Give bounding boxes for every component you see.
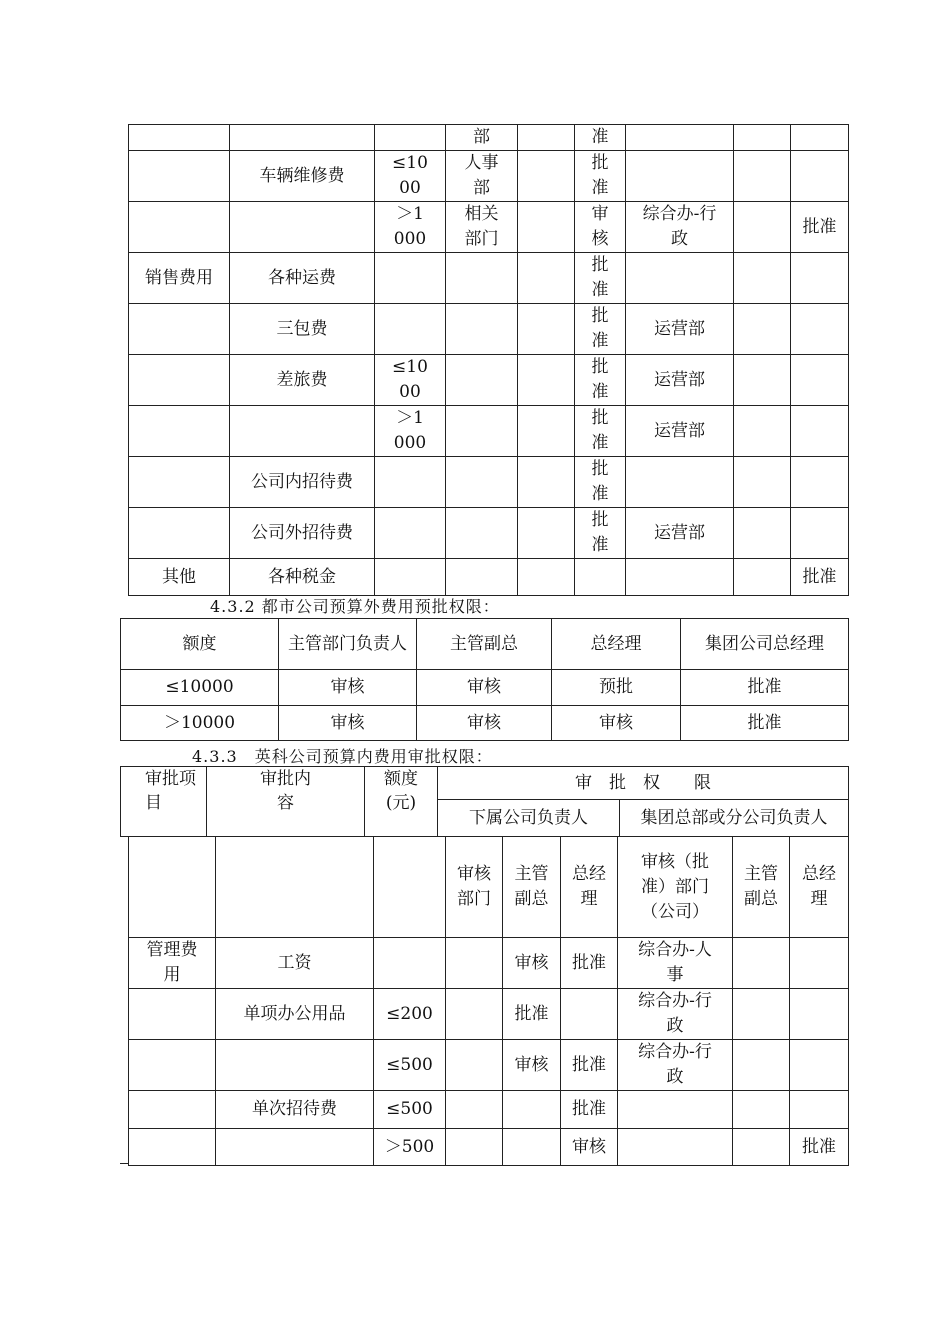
table3-row: [129, 1129, 849, 1166]
header-cell: 主管副总: [417, 619, 552, 670]
subheader-cell: 主管副总: [733, 837, 790, 938]
empty-cell: [791, 304, 849, 355]
empty-cell: [446, 989, 503, 1040]
table-cell: ＞1000: [375, 202, 446, 253]
subheader-cell: 总经理: [561, 837, 618, 938]
table-cell: ≤1000: [375, 151, 446, 202]
table3-subheader-row: [129, 837, 849, 938]
empty-cell: [129, 125, 230, 151]
table-cell: 部: [446, 125, 518, 151]
table-cell: 批准: [575, 355, 626, 406]
table-cell: 三包费: [230, 304, 375, 355]
table2-row: [121, 670, 849, 706]
subheader-cell: 审核（批准）部门（公司）: [618, 837, 733, 938]
table-cell: ＞10000: [121, 706, 279, 741]
subheader-cell: 主管副总: [503, 837, 561, 938]
table-cell: ≤1000: [375, 355, 446, 406]
approval-table-budget-external: [120, 618, 849, 741]
table-cell: ≤200: [374, 989, 446, 1040]
table1-row: [129, 253, 849, 304]
header-cell: 总经理: [552, 619, 681, 670]
header-content: 审批内容: [207, 767, 365, 837]
table-cell: 运营部: [626, 304, 734, 355]
empty-cell: [734, 125, 791, 151]
table-cell: ＞1000: [375, 406, 446, 457]
header-sub-company: 下属公司负责人: [438, 800, 620, 837]
table-cell: 审核: [552, 706, 681, 741]
header-group-hq: 集团总部或分公司负责人: [620, 800, 849, 837]
table3-body: [129, 837, 849, 1166]
header-authority: 审 批 权 限: [438, 767, 849, 800]
empty-cell: [375, 125, 446, 151]
table-cell: 运营部: [626, 355, 734, 406]
empty-cell: [374, 938, 446, 989]
empty-cell: [375, 559, 446, 596]
empty-cell: [446, 1040, 503, 1091]
empty-cell: [518, 559, 575, 596]
table-cell: 人事部: [446, 151, 518, 202]
empty-cell: [518, 151, 575, 202]
empty-cell: [129, 1040, 216, 1091]
table1-row: [129, 151, 849, 202]
table1-row: [129, 406, 849, 457]
empty-cell: [518, 125, 575, 151]
empty-cell: [446, 457, 518, 508]
empty-cell: [129, 837, 216, 938]
empty-cell: [129, 151, 230, 202]
empty-cell: [790, 989, 849, 1040]
table-cell: 批准: [681, 706, 849, 741]
empty-cell: [618, 1129, 733, 1166]
table1-row: [129, 304, 849, 355]
table3-row: [129, 1040, 849, 1091]
table-cell: 各种税金: [230, 559, 375, 596]
table-cell: 相关部门: [446, 202, 518, 253]
header-cell: 额度: [121, 619, 279, 670]
empty-cell: [626, 457, 734, 508]
empty-cell: [446, 406, 518, 457]
empty-cell: [518, 508, 575, 559]
empty-cell: [446, 938, 503, 989]
table-cell: ≤500: [374, 1040, 446, 1091]
empty-cell: [734, 355, 791, 406]
empty-cell: [216, 1129, 374, 1166]
empty-cell: [626, 125, 734, 151]
empty-cell: [618, 1091, 733, 1129]
table-cell: 各种运费: [230, 253, 375, 304]
empty-cell: [733, 1091, 790, 1129]
empty-cell: [230, 125, 375, 151]
empty-cell: [374, 837, 446, 938]
empty-cell: [375, 457, 446, 508]
section-heading-4-3-3: 4.3.3 英科公司预算内费用审批权限：: [192, 747, 493, 766]
empty-cell: [446, 355, 518, 406]
approval-table-budget-internal-header: [120, 766, 849, 837]
table-cell: 批准: [575, 457, 626, 508]
empty-cell: [129, 355, 230, 406]
table-cell: 差旅费: [230, 355, 375, 406]
empty-cell: [733, 1129, 790, 1166]
table-cell: 单项办公用品: [216, 989, 374, 1040]
empty-cell: [734, 508, 791, 559]
table-cell: 批准: [575, 151, 626, 202]
empty-cell: [129, 457, 230, 508]
table-cell: 审核: [503, 938, 561, 989]
table-cell: 批准: [681, 670, 849, 706]
table-cell: 审核: [279, 670, 417, 706]
table-cell: 批准: [575, 304, 626, 355]
table-cell: 公司内招待费: [230, 457, 375, 508]
table-cell: 销售费用: [129, 253, 230, 304]
empty-cell: [626, 559, 734, 596]
empty-cell: [790, 1091, 849, 1129]
table-cell: 批准: [503, 989, 561, 1040]
empty-cell: [129, 1091, 216, 1129]
table-cell: ≤500: [374, 1091, 446, 1129]
empty-cell: [518, 457, 575, 508]
table-cell: 综合办-人事: [618, 938, 733, 989]
empty-cell: [129, 989, 216, 1040]
table-cell: 批准: [575, 406, 626, 457]
empty-cell: [790, 938, 849, 989]
empty-cell: [446, 1129, 503, 1166]
empty-cell: [733, 989, 790, 1040]
empty-cell: [734, 202, 791, 253]
empty-cell: [575, 559, 626, 596]
table-cell: 审核: [503, 1040, 561, 1091]
header-cell: 主管部门负责人: [279, 619, 417, 670]
empty-cell: [230, 406, 375, 457]
table1-body: [129, 125, 849, 596]
table3-row: [129, 938, 849, 989]
empty-cell: [446, 253, 518, 304]
empty-cell: [518, 406, 575, 457]
table-cell: 审核: [575, 202, 626, 253]
empty-cell: [734, 253, 791, 304]
section-heading-4-3-2: 4.3.2 都市公司预算外费用预批权限：: [210, 597, 500, 616]
table-cell: 预批: [552, 670, 681, 706]
table-cell: 批准: [575, 508, 626, 559]
empty-cell: [518, 355, 575, 406]
empty-cell: [734, 406, 791, 457]
empty-cell: [518, 253, 575, 304]
table-cell: 批准: [791, 559, 849, 596]
empty-cell: [129, 304, 230, 355]
table-cell: ≤10000: [121, 670, 279, 706]
empty-cell: [216, 837, 374, 938]
empty-cell: [791, 355, 849, 406]
empty-cell: [216, 1040, 374, 1091]
empty-cell: [446, 508, 518, 559]
table-cell: 综合办-行政: [618, 989, 733, 1040]
empty-cell: [734, 151, 791, 202]
table-cell: 审核: [417, 706, 552, 741]
empty-cell: [129, 406, 230, 457]
table-cell: 审核: [279, 706, 417, 741]
table-cell: 批准: [561, 938, 618, 989]
empty-cell: [375, 304, 446, 355]
table-cell: 综合办-行政: [626, 202, 734, 253]
empty-cell: [230, 202, 375, 253]
empty-cell: [129, 508, 230, 559]
empty-cell: [733, 1040, 790, 1091]
table-cell: 批准: [791, 202, 849, 253]
empty-cell: [518, 304, 575, 355]
table-cell: 公司外招待费: [230, 508, 375, 559]
approval-table-top: [128, 124, 849, 596]
table-cell: 运营部: [626, 406, 734, 457]
header-cell: 集团公司总经理: [681, 619, 849, 670]
table-cell: 审核: [561, 1129, 618, 1166]
table1-row: [129, 202, 849, 253]
table-cell: 批准: [561, 1091, 618, 1129]
empty-cell: [791, 508, 849, 559]
empty-cell: [375, 508, 446, 559]
table-cell: 审核: [417, 670, 552, 706]
table-cell: 批准: [790, 1129, 849, 1166]
table-cell: 管理费用: [129, 938, 216, 989]
subheader-cell: 审核部门: [446, 837, 503, 938]
empty-cell: [129, 202, 230, 253]
table2-body: [121, 670, 849, 741]
table-cell: 单次招待费: [216, 1091, 374, 1129]
empty-cell: [375, 253, 446, 304]
table2-row: [121, 706, 849, 741]
empty-cell: [129, 1129, 216, 1166]
empty-cell: [791, 125, 849, 151]
empty-cell: [626, 151, 734, 202]
empty-cell: [626, 253, 734, 304]
empty-cell: [734, 559, 791, 596]
table-cell: 批准: [575, 253, 626, 304]
empty-cell: [503, 1091, 561, 1129]
table-cell: 综合办-行政: [618, 1040, 733, 1091]
table1-row: [129, 559, 849, 596]
empty-cell: [734, 457, 791, 508]
table1-row: [129, 355, 849, 406]
table-cell: 其他: [129, 559, 230, 596]
table-cell: 准: [575, 125, 626, 151]
table3-row: [129, 989, 849, 1040]
empty-cell: [446, 304, 518, 355]
table3-row: [129, 1091, 849, 1129]
table-edge-stub: [120, 1163, 128, 1164]
empty-cell: [790, 1040, 849, 1091]
table1-row: [129, 125, 849, 151]
empty-cell: [791, 406, 849, 457]
table1-row: [129, 457, 849, 508]
empty-cell: [561, 989, 618, 1040]
empty-cell: [791, 151, 849, 202]
empty-cell: [791, 457, 849, 508]
table-cell: 运营部: [626, 508, 734, 559]
empty-cell: [446, 559, 518, 596]
empty-cell: [791, 253, 849, 304]
table-cell: ＞500: [374, 1129, 446, 1166]
header-amount: 额度(元): [365, 767, 438, 837]
empty-cell: [733, 938, 790, 989]
empty-cell: [518, 202, 575, 253]
table-cell: 批准: [561, 1040, 618, 1091]
header-item: 审批项目: [121, 767, 207, 837]
table1-row: [129, 508, 849, 559]
table-cell: 工资: [216, 938, 374, 989]
empty-cell: [446, 1091, 503, 1129]
table-cell: 车辆维修费: [230, 151, 375, 202]
approval-table-budget-internal-body: [128, 836, 849, 1166]
table2-header-row: [121, 619, 849, 670]
subheader-cell: 总经理: [790, 837, 849, 938]
empty-cell: [503, 1129, 561, 1166]
empty-cell: [734, 304, 791, 355]
